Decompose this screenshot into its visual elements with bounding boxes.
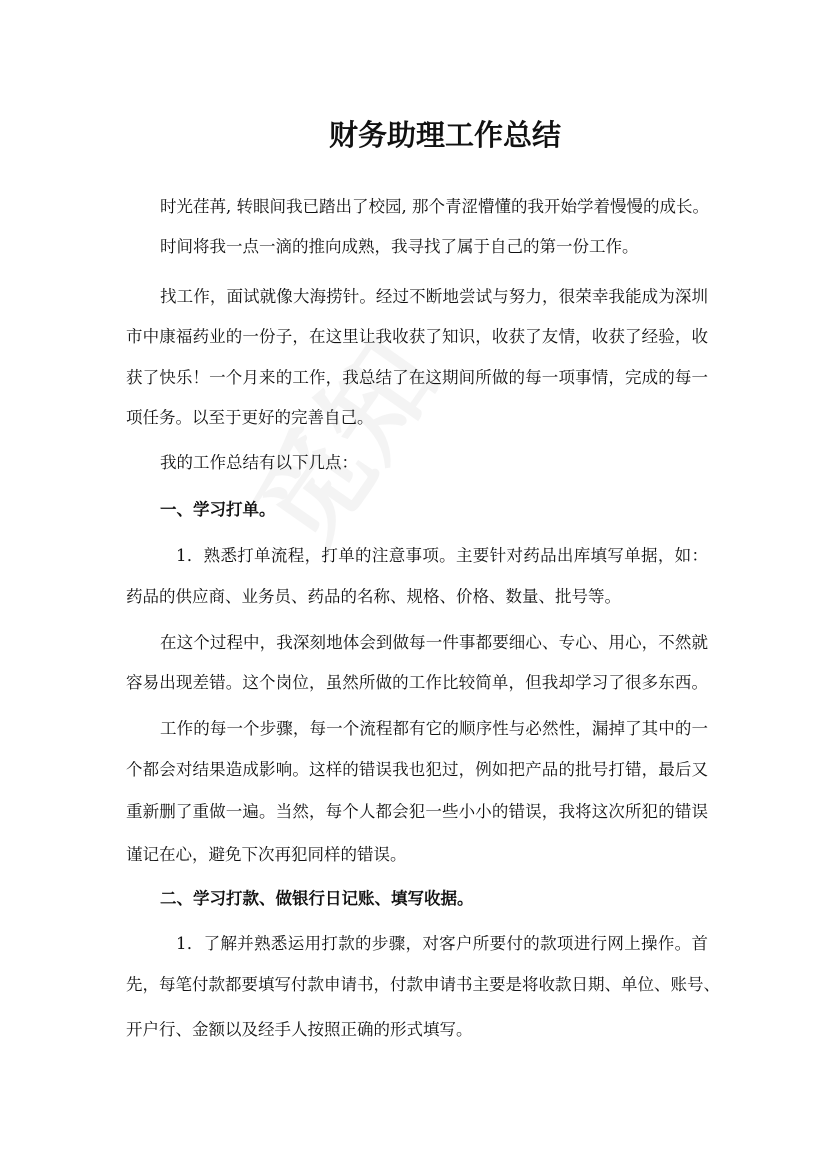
- paragraph-line: 1．熟悉打单流程，打单的注意事项。主要针对药品出库填写单据，如：: [176, 546, 708, 565]
- document-title: 财务助理工作总结: [328, 118, 561, 152]
- paragraph-line: 市中康福药业的一份子，在这里让我收获了知识，收获了友情，收获了经验，收: [126, 327, 708, 346]
- paragraph-line: 时间将我一点一滴的推向成熟，我寻找了属于自己的第一份工作。: [160, 237, 639, 256]
- paragraph-line: 项任务。以至于更好的完善自己。: [126, 408, 374, 427]
- paragraph-line: 药品的供应商、业务员、药品的名称、规格、价格、数量、批号等。: [126, 587, 621, 606]
- paragraph-line: 重新删了重做一遍。当然，每个人都会犯一些小小的错误，我将这次所犯的错误: [126, 802, 708, 821]
- paragraph-line: 个都会对结果造成影响。这样的错误我也犯过，例如把产品的批号打错，最后又: [126, 760, 708, 779]
- paragraph-line: 时光荏苒, 转眼间我已踏出了校园, 那个青涩懵懂的我开始学着慢慢的成长。: [160, 197, 709, 216]
- paragraph-line: 1．了解并熟悉运用打款的步骤，对客户所要付的款项进行网上操作。首: [176, 934, 708, 953]
- section-heading: 一、学习打单。: [160, 500, 276, 519]
- paragraph-line: 我的工作总结有以下几点：: [160, 453, 358, 472]
- paragraph-line: 开户行、金额以及经手人按照正确的形式填写。: [126, 1020, 473, 1039]
- section-heading: 二、学习打款、做银行日记账、填写收据。: [160, 889, 474, 908]
- paragraph-line: 工作的每一个步骤，每一个流程都有它的顺序性与必然性，漏掉了其中的一: [160, 719, 708, 738]
- paragraph-line: 获了快乐！一个月来的工作，我总结了在这期间所做的每一项事情，完成的每一: [126, 368, 708, 387]
- paragraph-line: 先，每笔付款都要填写付款申请书，付款申请书主要是将收款日期、单位、账号、: [126, 975, 720, 994]
- paragraph-line: 找工作，面试就像大海捞针。经过不断地尝试与努力，很荣幸我能成为深圳: [160, 287, 708, 306]
- paragraph-line: 容易出现差错。这个岗位，虽然所做的工作比较简单，但我却学习了很多东西。: [126, 673, 708, 692]
- paragraph-line: 在这个过程中，我深刻地体会到做每一件事都要细心、专心、用心，不然就: [160, 633, 708, 652]
- paragraph-line: 谨记在心，避免下次再犯同样的错误。: [126, 845, 407, 864]
